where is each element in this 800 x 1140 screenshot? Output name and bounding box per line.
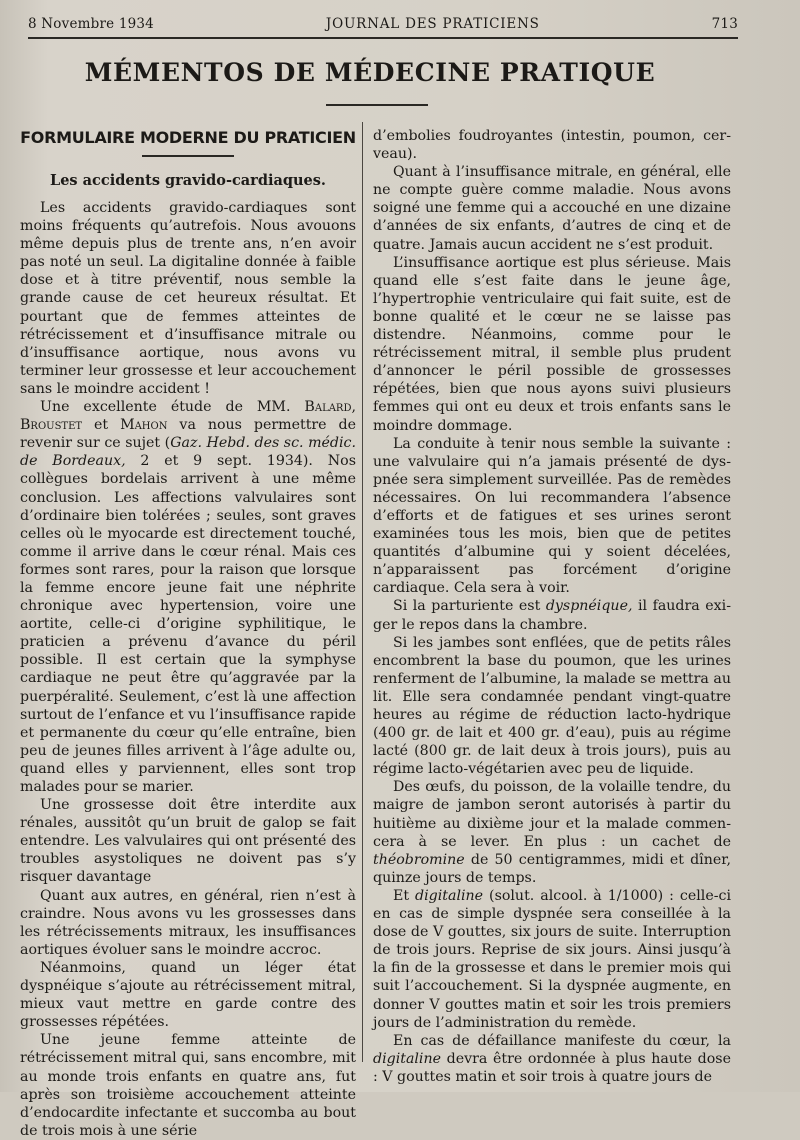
text-run: de 50 centigrammes, midi et dîner, quinze jours de temps. bbox=[373, 851, 731, 886]
text-run: (solut. alcool. à 1/1000) : celle-ci en cas de simple dyspnée sera conseillée à la dose de V gouttes, six jours de suite. Interruption de trois jours. Reprise de six jours. Ainsi jusqu’à la fin de la grossesse et dans le premier mois qui suit l’accouchement. Si la dyspnée augmente, en donner V gouttes matin et soir les trois premiers jours de l’administration du remède. bbox=[373, 887, 731, 1031]
right-column bbox=[373, 127, 731, 1086]
emphasis: digitaline bbox=[373, 1050, 442, 1067]
section-rule bbox=[142, 155, 234, 157]
journal-reference: Gaz. Hebd. des sc. médic. de Bordeaux, bbox=[20, 435, 356, 470]
left-column bbox=[20, 122, 356, 1140]
text-run: et bbox=[82, 417, 121, 434]
section-heading: FORMULAIRE MODERNE DU PRATICIEN bbox=[20, 128, 356, 147]
column-divider bbox=[362, 122, 363, 1062]
paragraph: Les accidents gravido-cardiaques sont moins fréquents qu’autrefois. Nous avouons même depuis plus de trente ans, n’en avoir pas noté un seul. La digitaline donnée à faible dose et à titre préventif, nous semble la grande cause de cet heureux résultat. Et pourtant que de femmes atteintes de rétrécissement et d’insuffisance mitrale ou d’insuffisance aortique, nous avons vu terminer leur grossesse et leur accouchement sans le moindre accident ! bbox=[20, 200, 356, 397]
header-rule bbox=[28, 37, 738, 39]
author-name: Balard bbox=[304, 399, 352, 416]
text-run: En cas de défaillance manifeste du cœur, la bbox=[393, 1032, 731, 1049]
journal-name: JOURNAL DES PRATICIENS bbox=[325, 16, 540, 32]
paragraph: Si les jambes sont enflées, que de petits râles encombrent la base du poumon, que les urines renferment de l’albumine, la malade se mettra au lit. Elle sera condamnée pendant vingt-quatre heures au régime de réduction lacto-hydrique (400 gr. de lait et 400 gr. d’eau), puis au régime lacté (800 gr. de lait deux à trois jours), puis au régime lacto-végétarien avec peu de liquide. bbox=[373, 634, 731, 778]
text-run: , bbox=[351, 399, 356, 416]
article-title: Les accidents gravido-cardiaques. bbox=[50, 172, 326, 189]
paragraph: Une jeune femme atteinte de rétrécissement mitral qui, sans encombre, mit au monde trois enfants en quatre ans, fut après son troisième accouchement atteinte d’endocardite infectante et succomba au bout de trois mois à une série bbox=[20, 1032, 356, 1139]
title-rule bbox=[326, 104, 428, 106]
text-run: Des œufs, du poisson, de la volaille tendre, du maigre de jambon seront autorisés à partir du huitième au dixième jour et la malade commencera à se lever. En plus : un cachet de bbox=[373, 779, 731, 850]
paragraph bbox=[373, 597, 731, 633]
paragraph bbox=[373, 778, 731, 887]
issue-date: 8 Novembre 1934 bbox=[28, 16, 154, 32]
paragraph bbox=[373, 887, 731, 1032]
paragraph bbox=[373, 1032, 731, 1086]
text-run: Une excellente étude de MM. bbox=[40, 399, 305, 416]
paragraph: Néanmoins, quand un léger état dyspnéique s’ajoute au rétrécissement mitral, mieux vaut mettre en garde contre des grossesses répétées. bbox=[20, 959, 356, 1031]
author-name: Mahon bbox=[120, 417, 168, 434]
paragraph: L’insuffisance aortique est plus sérieuse. Mais quand elle s’est faite dans le jeune âge, l’hypertrophie ventriculaire qui fait suite, est de bonne qualité et le cœur ne se laisse pas distendre. Néanmoins, comme pour le rétrécissement mitral, il semble plus prudent d’annoncer le péril possible de grossesses répétées, bien que nous ayons suivi plusieurs femmes qui ont eu deux et trois enfants sans le moindre dommage. bbox=[373, 254, 731, 434]
emphasis: digitaline bbox=[415, 887, 484, 904]
page-title: MÉMENTOS DE MÉDECINE PRATIQUE bbox=[84, 58, 656, 87]
emphasis: théobromine bbox=[373, 851, 465, 868]
text-run: va nous permettre de revenir sur ce sujet ( bbox=[20, 417, 356, 452]
running-header bbox=[28, 10, 738, 38]
text-run: Et bbox=[393, 887, 416, 904]
author-name: Broustet bbox=[20, 417, 83, 434]
page-number: 713 bbox=[711, 16, 738, 32]
paragraph: La conduite à tenir nous semble la suivante : une valvulaire qui n’a jamais présenté de dyspnée sera simplement surveillée. Pas de remèdes nécessaires. On lui recommandera l’absence d’efforts et de fatigues et ses urines seront examinées tous les mois, bien que de petites quantités d’albumine qui y soient décelées, n’apparaissent pas forcément d’origine cardiaque. Cela sera à voir. bbox=[373, 435, 731, 597]
paragraph bbox=[20, 398, 356, 796]
text-run: Si la parturiente est bbox=[393, 598, 546, 615]
emphasis: dyspnéique, bbox=[545, 598, 633, 615]
paragraph: Quant à l’insuffisance mitrale, en général, elle ne compte guère comme maladie. Nous avons soigné une femme qui a accouché en une dizaine d’années de six enfants, d’autres de cinq et de quatre. Jamais aucun accident ne s’est produit. bbox=[373, 164, 731, 253]
paragraph: Une grossesse doit être interdite aux rénales, aussitôt qu’un bruit de galop se fait entendre. Les valvulaires qui ont présenté des troubles asystoliques ne doivent pas s’y risquer davantage bbox=[20, 797, 356, 886]
text-run: il faudra exiger le repos dans la chambre. bbox=[373, 598, 731, 633]
text-run: devra être ordonnée à plus haute dose : V gouttes matin et soir trois à quatre jours de bbox=[373, 1050, 731, 1085]
text-run: 2 et 9 sept. 1934). Nos collègues bordelais arrivent à une même conclusion. Les affections valvulaires sont d’ordinaire bien tolérées ; seules, sont graves celles où le myocarde est directement touché, comme il arrive dans le cœur rénal. Mais ces formes sont rares, pour la raison que lorsque la femme encore jeune fait une néphrite chronique avec hypertension, voire une aortite, celle-ci d’origine syphilitique, le praticien a prévenu d’avance du péril possible. Il est certain que la symphyse cardiaque ne peut être qu’aggravée par la puerpéralité. Seulement, c’est là une affection surtout de l’enfance et vu l’insuffisance rapide et permanente du cœur qu’elle entraîne, bien peu de jeunes filles arrivent à l’âge adulte ou, quand elles y parviennent, elles sont trop malades pour se marier. bbox=[20, 453, 356, 795]
paragraph: d’embolies foudroyantes (intestin, poumon, cerveau). bbox=[373, 128, 731, 163]
paragraph: Quant aux autres, en général, rien n’est à craindre. Nous avons vu les grossesses dans les rétrécissements mitraux, les insuffisances aortiques évoluer sans le moindre accroc. bbox=[20, 887, 356, 958]
